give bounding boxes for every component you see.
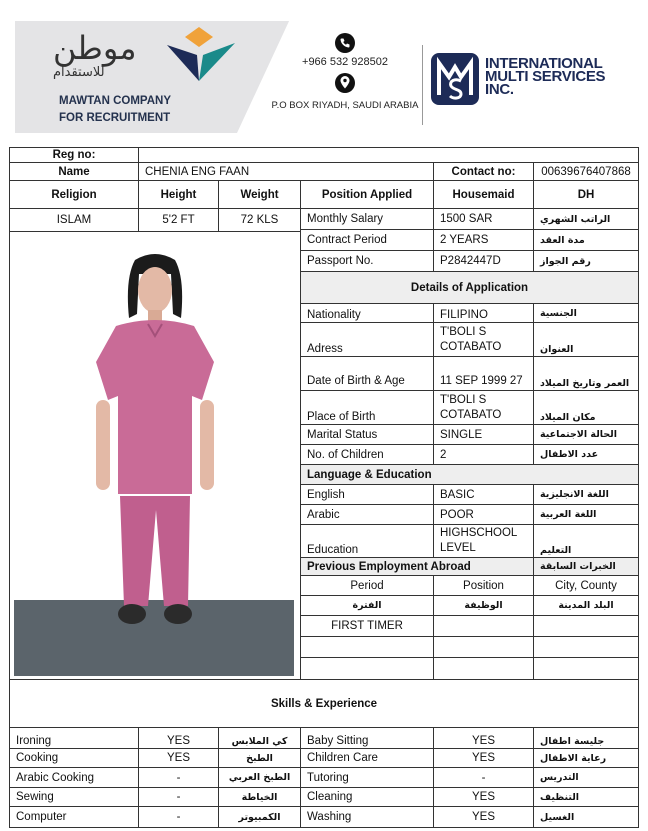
reg-no-label: Reg no: — [9, 148, 139, 163]
contact-block — [265, 33, 425, 111]
employment-period-2 — [301, 637, 434, 658]
skill-sewing-label: Sewing — [9, 788, 139, 807]
address-label-ar: العنوان — [534, 323, 639, 357]
skill-arabic-cooking-ar: الطبخ العربي — [219, 768, 301, 788]
ims-line1: INTERNATIONAL — [485, 55, 603, 72]
passport-value: P2842447D — [434, 251, 534, 272]
company-name-line2: FOR RECRUITMENT — [59, 112, 171, 124]
skill-babysitting-label: Baby Sitting — [301, 728, 434, 749]
children-label: No. of Children — [301, 445, 434, 465]
weight-header: Weight — [219, 181, 301, 209]
employment-section-title: Previous Employment Abroad — [301, 558, 534, 576]
religion-header: Religion — [9, 181, 139, 209]
religion-value: ISLAM — [9, 209, 139, 232]
nationality-label-ar: الجنسية — [534, 304, 639, 323]
skill-washing-label: Washing — [301, 807, 434, 828]
skill-washing-ar: الغسيل — [534, 807, 639, 828]
skill-sewing-ar: الخياطة — [219, 788, 301, 807]
city-header: City, County — [534, 576, 639, 596]
marital-label: Marital Status — [301, 425, 434, 445]
mawtan-arabic-logotype: موطن — [53, 29, 137, 67]
dob-value: 11 SEP 1999 27 — [434, 357, 534, 391]
ims-line2: MULTI SERVICES — [485, 68, 606, 85]
nationality-value: FILIPINO — [434, 304, 534, 323]
skill-childcare-value: YES — [434, 749, 534, 768]
period-header: Period — [301, 576, 434, 596]
period-header-ar: الفترة — [301, 596, 434, 616]
skill-computer-ar: الكمبيوتر — [219, 807, 301, 828]
skill-cleaning-value: YES — [434, 788, 534, 807]
english-label-ar: اللغة الانجليزية — [534, 485, 639, 505]
employment-section-title-ar: الخبرات السابقة — [534, 558, 639, 576]
passport-label: Passport No. — [301, 251, 434, 272]
address-value: T'BOLI S COTABATO — [434, 323, 534, 357]
position-col-header-ar: الوظيفة — [434, 596, 534, 616]
contact-label: Contact no: — [434, 163, 534, 181]
nationality-label: Nationality — [301, 304, 434, 323]
passport-label-ar: رقم الجواز — [534, 251, 639, 272]
company-name-line1: MAWTAN COMPANY — [59, 95, 172, 107]
position-value: Housemaid — [434, 181, 534, 209]
name-label: Name — [9, 163, 139, 181]
skill-cooking-value: YES — [139, 749, 219, 768]
arabic-label: Arabic — [301, 505, 434, 525]
skill-sewing-value: - — [139, 788, 219, 807]
application-section-title: Details of Application — [301, 272, 639, 304]
skill-babysitting-ar: جليسة اطفال — [534, 728, 639, 749]
language-section-title: Language & Education — [301, 465, 639, 485]
employment-period-1: FIRST TIMER — [301, 616, 434, 637]
skill-washing-value: YES — [434, 807, 534, 828]
birthplace-label-ar: مكان الميلاد — [534, 391, 639, 425]
phone-icon — [335, 33, 355, 53]
name-value: CHENIA ENG FAAN — [139, 163, 434, 181]
skill-ironing-value: YES — [139, 728, 219, 749]
salary-label: Monthly Salary — [301, 209, 434, 230]
skill-tutoring-ar: التدريس — [534, 768, 639, 788]
skill-computer-label: Computer — [9, 807, 139, 828]
children-label-ar: عدد الاطفال — [534, 445, 639, 465]
english-label: English — [301, 485, 434, 505]
skill-cleaning-label: Cleaning — [301, 788, 434, 807]
dob-label-ar: العمر وتاريخ الميلاد — [534, 357, 639, 391]
skill-arabic-cooking-label: Arabic Cooking — [9, 768, 139, 788]
birthplace-label: Place of Birth — [301, 391, 434, 425]
height-value: 5'2 FT — [139, 209, 219, 232]
city-header-ar: البلد المدينة — [534, 596, 639, 616]
position-header: Position Applied — [301, 181, 434, 209]
contract-value: 2 YEARS — [434, 230, 534, 251]
skill-babysitting-value: YES — [434, 728, 534, 749]
address-label: Adress — [301, 323, 434, 357]
arabic-value: POOR — [434, 505, 534, 525]
skill-arabic-cooking-value: - — [139, 768, 219, 788]
education-label: Education — [301, 525, 434, 558]
education-value: HIGHSCHOOL LEVEL — [434, 525, 534, 558]
contract-label: Contract Period — [301, 230, 434, 251]
reg-no-value — [139, 148, 639, 163]
header-banner — [15, 21, 609, 133]
skill-cooking-ar: الطبخ — [219, 749, 301, 768]
contact-value: 00639676407868 — [534, 163, 639, 181]
ims-line3: INC. — [485, 81, 514, 98]
header-divider — [422, 45, 423, 125]
weight-value: 72 KLS — [219, 209, 301, 232]
employment-city-1 — [534, 616, 639, 637]
salary-label-ar: الراتب الشهري — [534, 209, 639, 230]
skill-ironing-label: Ironing — [9, 728, 139, 749]
ims-company-name — [485, 57, 605, 96]
employment-position-3 — [434, 658, 534, 680]
mawtan-arabic-subtitle: للاستقدام — [53, 65, 105, 80]
children-value: 2 — [434, 445, 534, 465]
marital-value: SINGLE — [434, 425, 534, 445]
skill-computer-value: - — [139, 807, 219, 828]
application-form — [9, 147, 639, 831]
employment-city-3 — [534, 658, 639, 680]
contract-label-ar: مدة العقد — [534, 230, 639, 251]
employment-period-3 — [301, 658, 434, 680]
position-code: DH — [534, 181, 639, 209]
english-value: BASIC — [434, 485, 534, 505]
arabic-label-ar: اللغة العربية — [534, 505, 639, 525]
skill-cleaning-ar: التنظيف — [534, 788, 639, 807]
birthplace-value: T'BOLI S COTABATO — [434, 391, 534, 425]
salary-value: 1500 SAR — [434, 209, 534, 230]
skills-section-title: Skills & Experience — [9, 680, 639, 728]
phone-number: +966 532 928502 — [302, 56, 388, 68]
applicant-figure — [80, 252, 230, 662]
ims-logo-mark — [429, 51, 481, 107]
skill-childcare-ar: رعاية الاطفال — [534, 749, 639, 768]
height-header: Height — [139, 181, 219, 209]
education-label-ar: التعليم — [534, 525, 639, 558]
marital-label-ar: الحالة الاجتماعية — [534, 425, 639, 445]
skill-cooking-label: Cooking — [9, 749, 139, 768]
employment-position-1 — [434, 616, 534, 637]
mawtan-logo-mark — [163, 25, 239, 85]
dob-label: Date of Birth & Age — [301, 357, 434, 391]
skill-tutoring-label: Tutoring — [301, 768, 434, 788]
position-col-header: Position — [434, 576, 534, 596]
applicant-photo — [9, 232, 301, 680]
skill-childcare-label: Children Care — [301, 749, 434, 768]
location-pin-icon — [335, 72, 355, 94]
address-text: P.O BOX RIYADH, SAUDI ARABIA — [271, 100, 419, 111]
employment-city-2 — [534, 637, 639, 658]
skill-ironing-ar: كي الملابس — [219, 728, 301, 749]
employment-position-2 — [434, 637, 534, 658]
skill-tutoring-value: - — [434, 768, 534, 788]
mawtan-company-name — [59, 93, 171, 127]
